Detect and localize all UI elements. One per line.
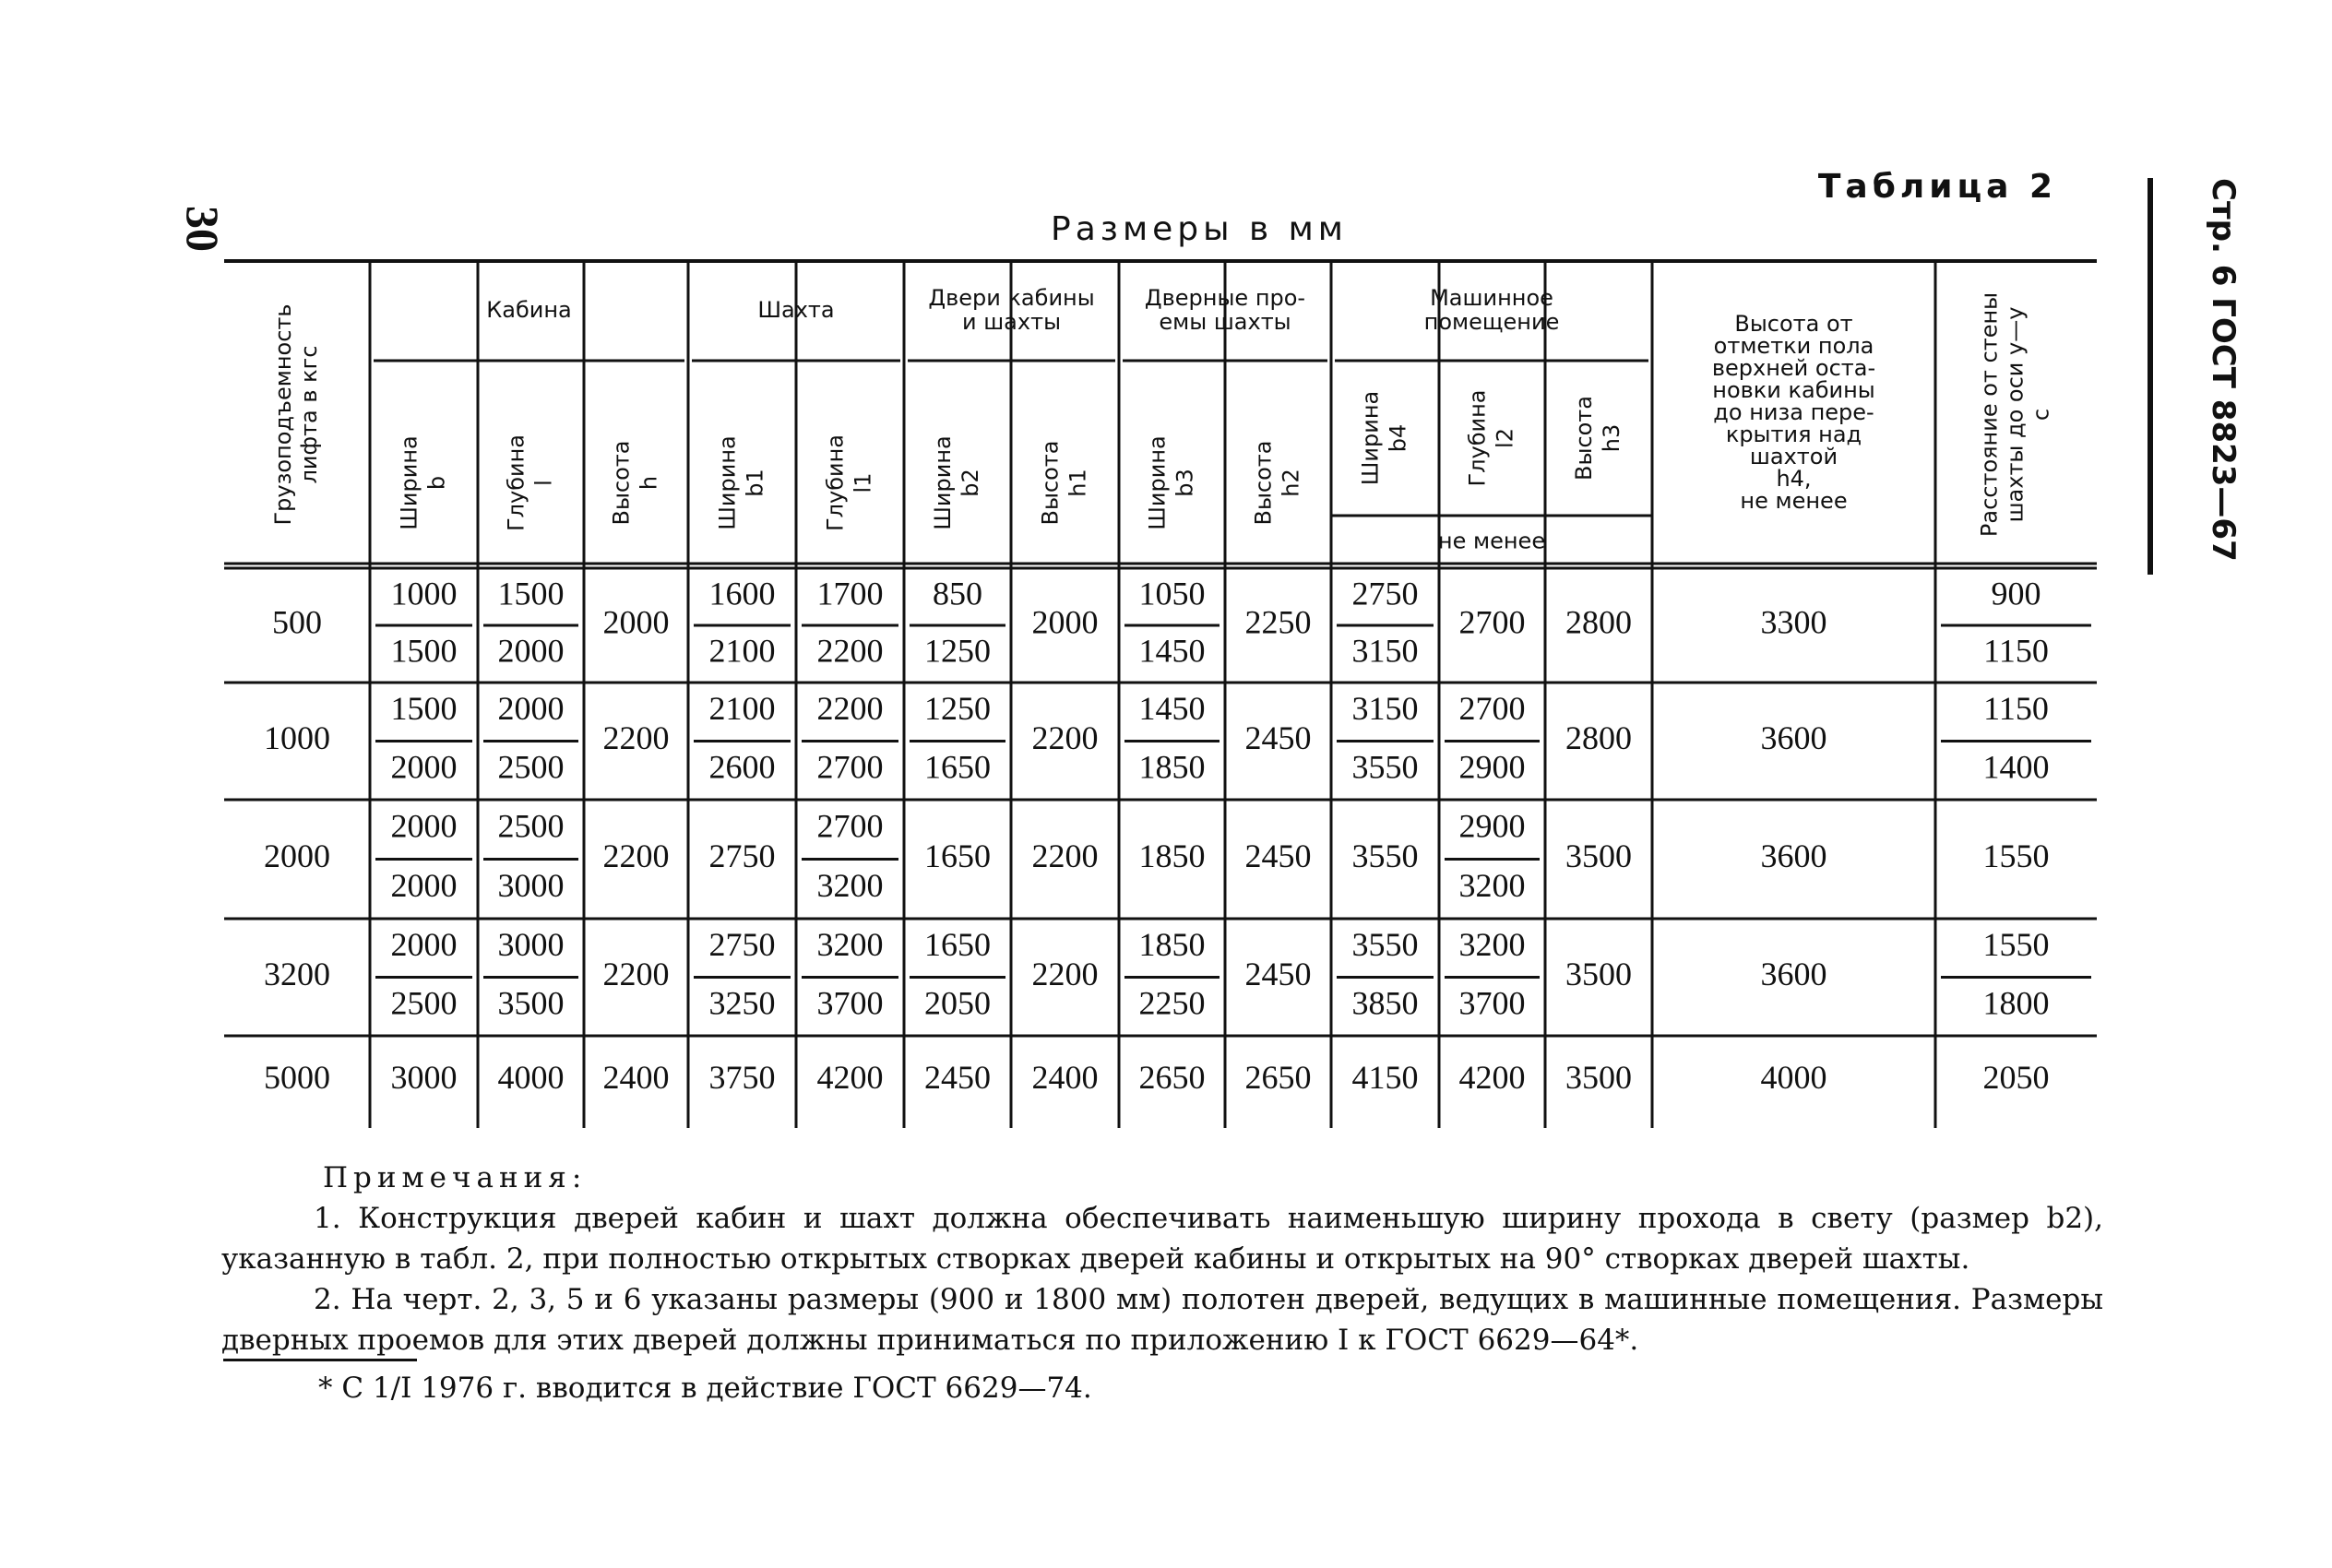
header-height: шахтой <box>1749 444 1838 469</box>
header-distance-line: с <box>2028 408 2054 422</box>
cell-h4: 3600 <box>1760 719 1827 756</box>
cell-capacity: 1000 <box>264 719 330 756</box>
cell-l2-top: 2700 <box>1458 690 1526 728</box>
cell-h2: 2650 <box>1244 1058 1312 1096</box>
cell-capacity: 500 <box>272 603 322 641</box>
cell-b4-bottom: 3150 <box>1351 632 1419 670</box>
header-shaft-depth-line: Глубина <box>822 434 849 531</box>
cell-l1-bottom: 2200 <box>816 632 884 670</box>
cell-b-top: 1000 <box>390 575 458 612</box>
cell-h1: 2200 <box>1031 837 1099 874</box>
cell-l2: 2700 <box>1458 603 1526 641</box>
header-door-height-line: h1 <box>1065 469 1091 497</box>
header-height: не менее <box>1740 488 1848 514</box>
header-capacity-line: Грузоподъемность <box>270 303 296 526</box>
cell-h: 2200 <box>602 837 670 874</box>
header-height: отметки пола <box>1713 333 1874 359</box>
header-opening-height-line: h2 <box>1278 469 1304 497</box>
cell-h1: 2200 <box>1031 955 1099 992</box>
cell-b4: 3550 <box>1351 837 1419 874</box>
header-shaft-width <box>715 435 768 530</box>
cell-b4-top: 3550 <box>1351 926 1419 964</box>
note-item-2: 2. На черт. 2, 3, 5 и 6 указаны размеры (900 и 1800 мм) полотен дверей, ведущих в машинные помещения. Размеры дверных проемов для этих дверей должны приниматься по приложению I к ГОСТ 6629—64*. <box>221 1283 2103 1357</box>
notes-heading: Примечания: <box>323 1161 588 1194</box>
header-machine-depth <box>1465 390 1518 487</box>
cell-h2: 2450 <box>1244 837 1312 874</box>
cell-l2: 4200 <box>1458 1058 1526 1096</box>
header-doors: и шахты <box>961 309 1062 335</box>
header-openings: емы шахты <box>1159 309 1291 335</box>
header-cabin-height-line: h <box>636 475 662 491</box>
cell-b-top: 2000 <box>390 926 458 964</box>
cell-b2-bottom: 1250 <box>924 632 991 670</box>
cell-h1: 2000 <box>1031 603 1099 641</box>
cell-l-top: 1500 <box>497 575 565 612</box>
cell-b2-top: 1650 <box>924 926 991 964</box>
cell-l1-top: 1700 <box>816 575 884 612</box>
header-cabin-width-line: Ширина <box>396 435 422 530</box>
cell-c-top: 900 <box>1991 575 2041 612</box>
header-machine-height <box>1571 396 1624 481</box>
cell-h2: 2250 <box>1244 603 1312 641</box>
cell-b3-bottom: 1450 <box>1138 632 1206 670</box>
footnote-rule <box>223 1359 417 1361</box>
header-opening-height-line: Высота <box>1250 440 1277 526</box>
cell-l1: 4200 <box>816 1058 884 1096</box>
cell-h2: 2450 <box>1244 955 1312 992</box>
cell-l1-top: 2200 <box>816 690 884 728</box>
cell-l2-bottom: 3700 <box>1458 984 1526 1022</box>
header-capacity-line: лифта в кгс <box>296 345 322 484</box>
cell-h1: 2400 <box>1031 1058 1099 1096</box>
cell-c-top: 1550 <box>1982 926 2050 964</box>
cell-c: 1550 <box>1982 837 2050 874</box>
cell-b3: 2650 <box>1138 1058 1206 1096</box>
cell-l-bottom: 3000 <box>497 867 565 905</box>
header-door-height <box>1038 441 1091 526</box>
cell-h3: 3500 <box>1565 955 1632 992</box>
header-shaft-width-line: b1 <box>742 469 768 497</box>
cell-b1: 2750 <box>708 837 776 874</box>
page-number: 30 <box>177 206 229 252</box>
header-machine-note: не менее <box>1437 528 1546 554</box>
cell-h3: 2800 <box>1565 603 1632 641</box>
cell-h4: 3300 <box>1760 603 1827 641</box>
header-door-width-line: b2 <box>958 469 983 497</box>
cell-b1-bottom: 2600 <box>708 748 776 786</box>
header-height: верхней оста- <box>1711 355 1876 381</box>
cell-b4-top: 3150 <box>1351 690 1419 728</box>
cell-b4-bottom: 3550 <box>1351 748 1419 786</box>
header-cabin-depth-line: l <box>530 480 557 486</box>
header-machine: Машинное <box>1430 285 1553 311</box>
cell-h4: 4000 <box>1760 1058 1827 1096</box>
header-machine-depth-line: l2 <box>1492 428 1518 448</box>
header-height: новки кабины <box>1712 377 1875 403</box>
cell-b1: 3750 <box>708 1058 776 1096</box>
cell-b-bottom: 2000 <box>390 867 458 905</box>
cell-capacity: 5000 <box>264 1058 330 1096</box>
cell-h3: 3500 <box>1565 837 1632 874</box>
side-header <box>2177 178 2269 593</box>
header-doors: Двери кабины <box>928 285 1095 311</box>
cell-c-bottom: 1400 <box>1982 748 2050 786</box>
table-label: Таблица 2 <box>1817 168 2057 206</box>
footnote: * С 1/I 1976 г. вводится в действие ГОСТ 6629—74. <box>318 1372 1092 1405</box>
header-machine-width <box>1358 391 1411 486</box>
header-cabin-depth-line: Глубина <box>503 434 529 531</box>
cell-l2-bottom: 2900 <box>1458 748 1526 786</box>
header-shaft-depth-line: l1 <box>850 472 876 493</box>
cell-b3-bottom: 2250 <box>1138 984 1206 1022</box>
cell-b2-top: 850 <box>933 575 982 612</box>
note-item-1: 1. Конструкция дверей кабин и шахт должна обеспечивать наименьшую ширину прохода в свету (размер b2), указанную в табл. 2, при полностью открытых створках дверей кабины и открытых на 90° створках дверей шахты. <box>221 1202 2103 1276</box>
cell-h: 2200 <box>602 955 670 992</box>
cell-b-bottom: 2500 <box>390 984 458 1022</box>
cell-h: 2200 <box>602 719 670 756</box>
header-cabin-height-line: Высота <box>608 440 635 526</box>
cell-b3-top: 1450 <box>1138 690 1206 728</box>
cell-l-top: 2500 <box>497 807 565 845</box>
cell-b4-bottom: 3850 <box>1351 984 1419 1022</box>
cell-b: 3000 <box>390 1058 458 1096</box>
cell-l2-top: 2900 <box>1458 807 1526 845</box>
header-cabin: Кабина <box>486 297 572 323</box>
cell-l1-top: 2700 <box>816 807 884 845</box>
cell-l2-top: 3200 <box>1458 926 1526 964</box>
units-caption: Размеры в мм <box>1051 210 1348 248</box>
cell-b1-bottom: 2100 <box>708 632 776 670</box>
side-header-text: Стр. 6 ГОСТ 8823—67 <box>2205 178 2242 562</box>
header-height: крытия над <box>1725 422 1862 447</box>
cell-c-bottom: 1150 <box>1983 632 2049 670</box>
header-capacity <box>270 303 322 525</box>
cell-b1-top: 2750 <box>708 926 776 964</box>
cell-capacity: 2000 <box>264 837 330 874</box>
cell-b3-bottom: 1850 <box>1138 748 1206 786</box>
cell-l-bottom: 2000 <box>497 632 565 670</box>
cell-h: 2400 <box>602 1058 670 1096</box>
header-door-height-line: Высота <box>1037 440 1064 526</box>
cell-b1-top: 2100 <box>708 690 776 728</box>
header-opening-width-line: Ширина <box>1144 435 1171 530</box>
cell-l1-bottom: 3200 <box>816 867 884 905</box>
header-machine: помещение <box>1423 309 1560 335</box>
cell-h1: 2200 <box>1031 719 1099 756</box>
header-distance <box>1977 292 2054 537</box>
header-shaft: Шахта <box>757 297 835 323</box>
cell-b1-bottom: 3250 <box>708 984 776 1022</box>
header-door-width <box>930 435 983 530</box>
cell-b3: 1850 <box>1138 837 1206 874</box>
header-machine-width-line: Ширина <box>1357 390 1384 486</box>
cell-l-top: 2000 <box>497 690 565 728</box>
header-opening-width <box>1145 435 1198 530</box>
dimensions-table <box>224 261 2097 1128</box>
cell-l1-bottom: 3700 <box>816 984 884 1022</box>
cell-b2: 2450 <box>924 1058 991 1096</box>
header-door-width-line: Ширина <box>930 435 956 530</box>
cell-b1-top: 1600 <box>708 575 776 612</box>
cell-l-top: 3000 <box>497 926 565 964</box>
cell-b2: 1650 <box>924 837 991 874</box>
cell-h4: 3600 <box>1760 837 1827 874</box>
cell-b-bottom: 1500 <box>390 632 458 670</box>
cell-l1-bottom: 2700 <box>816 748 884 786</box>
cell-l-bottom: 2500 <box>497 748 565 786</box>
header-cabin-width-line: b <box>423 475 450 491</box>
cell-h3: 2800 <box>1565 719 1632 756</box>
cell-h3: 3500 <box>1565 1058 1632 1096</box>
side-header-rule <box>2148 178 2153 575</box>
cell-b3-top: 1050 <box>1138 575 1206 612</box>
cell-l2-bottom: 3200 <box>1458 867 1526 905</box>
header-shaft-width-line: Ширина <box>714 435 741 530</box>
cell-l-bottom: 3500 <box>497 984 565 1022</box>
cell-c-bottom: 1800 <box>1982 984 2050 1022</box>
header-machine-depth-line: Глубина <box>1464 389 1491 487</box>
cell-h2: 2450 <box>1244 719 1312 756</box>
header-machine-height-line: h3 <box>1599 423 1624 453</box>
cell-l: 4000 <box>497 1058 565 1096</box>
cell-b3-top: 1850 <box>1138 926 1206 964</box>
cell-b2-bottom: 1650 <box>924 748 991 786</box>
cell-c: 2050 <box>1982 1058 2050 1096</box>
header-cabin-depth <box>504 434 557 531</box>
header-opening-height <box>1251 441 1304 526</box>
cell-c-top: 1150 <box>1983 690 2049 728</box>
cell-h4: 3600 <box>1760 955 1827 992</box>
cell-h: 2000 <box>602 603 670 641</box>
cell-capacity: 3200 <box>264 955 330 992</box>
cell-b-top: 2000 <box>390 807 458 845</box>
header-height: h4, <box>1776 466 1812 492</box>
notes-section <box>221 1158 2103 1360</box>
header-opening-width-line: b3 <box>1172 469 1198 497</box>
cell-b2-bottom: 2050 <box>924 984 991 1022</box>
cell-b4-top: 2750 <box>1351 575 1419 612</box>
header-cabin-height <box>609 441 662 526</box>
cell-b-top: 1500 <box>390 690 458 728</box>
header-machine-width-line: b4 <box>1385 423 1411 453</box>
header-height: до низа пере- <box>1713 399 1874 425</box>
header-openings: Дверные про- <box>1144 285 1306 311</box>
cell-b4: 4150 <box>1351 1058 1419 1096</box>
header-shaft-depth <box>823 434 876 531</box>
header-distance-line: шахты до оси у—у <box>2002 306 2029 523</box>
cell-b2-top: 1250 <box>924 690 991 728</box>
header-distance-line: Расстояние от стены <box>1976 291 2003 538</box>
header-height: Высота от <box>1734 311 1853 337</box>
cell-b-bottom: 2000 <box>390 748 458 786</box>
header-cabin-width <box>397 435 450 530</box>
cell-l1-top: 3200 <box>816 926 884 964</box>
header-machine-height-line: Высота <box>1571 396 1597 481</box>
